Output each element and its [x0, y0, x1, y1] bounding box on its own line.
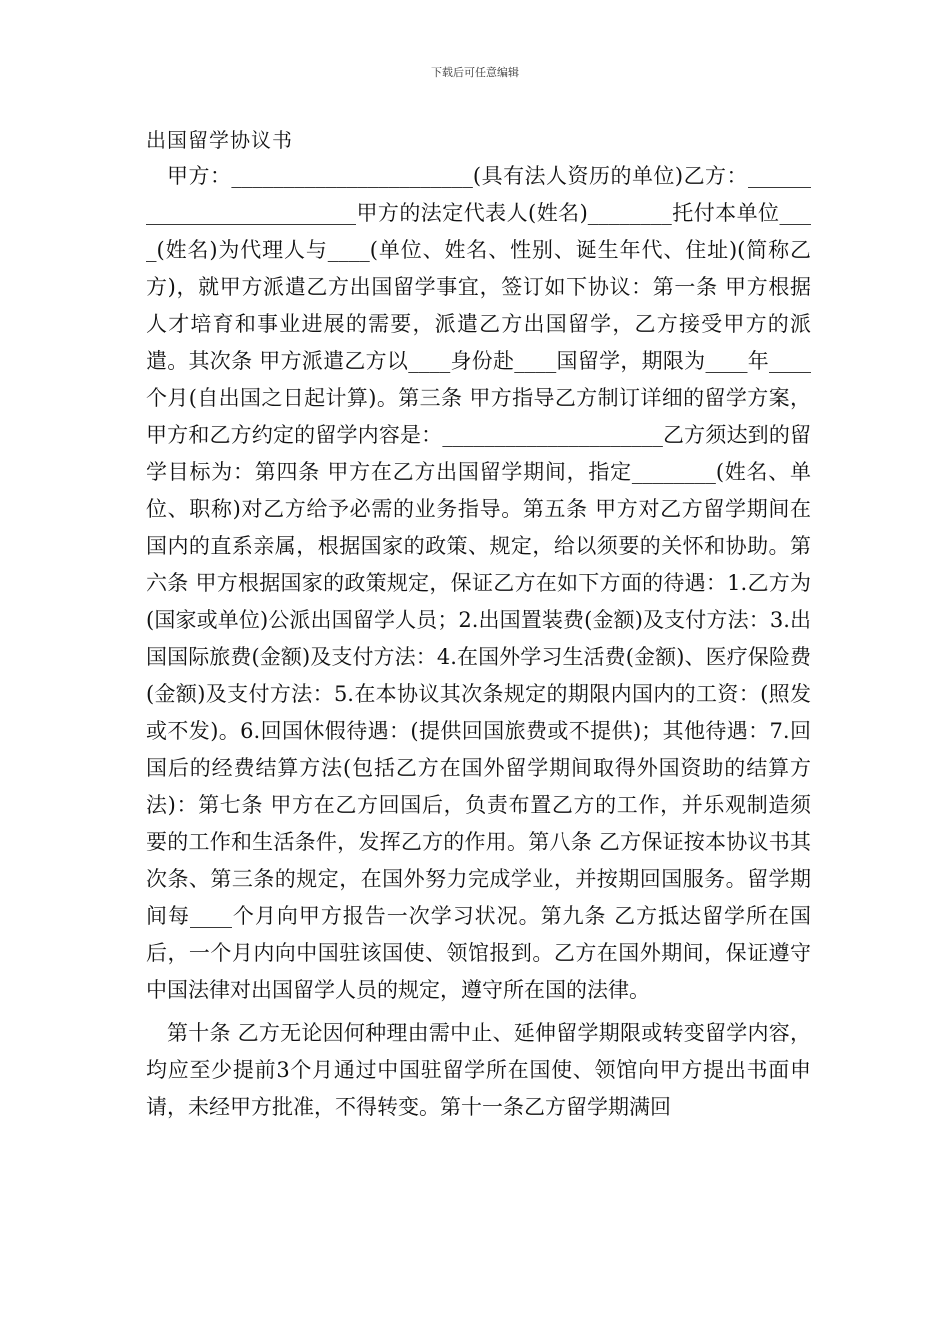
paragraph: 甲方：_______________________(具有法人资历的单位)乙方：__________________________甲方的法定代表人(姓名)________托付本单位____(姓名)为代理人与____(单位、姓名、性别、诞生年代、住址)(简称乙方)，就甲方派遣乙方出国留学事宜，签订如下协议：第一条 甲方根据人才培育和事业进展的需要，派遣乙方出国留学，乙方接受甲方的派遣。其次条 甲方派遣乙方以____身份赴____国留学，期限为____年____个月(自出国之日起计算)。第三条 甲方指导乙方制订详细的留学方案，甲方和乙方约定的留学内容是：_____________________乙方须达到的留学目标为：第四条 甲方在乙方出国留学期间，指定________(姓名、单位、职称)对乙方给予必需的业务指导。第五条 甲方对乙方留学期间在国内的直系亲属，根据国家的政策、规定，给以须要的关怀和协助。第六条 甲方根据国家的政策规定，保证乙方在如下方面的待遇：1.乙方为(国家或单位)公派出国留学人员；2.出国置装费(金额)及支付方法：3.出国国际旅费(金额)及支付方法：4.在国外学习生活费(金额)、医疗保险费(金额)及支付方法：5.在本协议其次条规定的期限内国内的工资：(照发或不发)。6.回国休假待遇：(提供回国旅费或不提供)；其他待遇：7.回国后的经费结算方法(包括乙方在国外留学期间取得外国资助的结算方法)：第七条 甲方在乙方回国后，负责布置乙方的工作，并乐观制造须要的工作和生活条件，发挥乙方的作用。第八条 乙方保证按本协议书其次条、第三条的规定，在国外努力完成学业，并按期回国服务。留学期间每____个月向甲方报告一次学习状况。第九条 乙方抵达留学所在国后，一个月内向中国驻该国使、领馆报到。乙方在国外期间，保证遵守中国法律对出国留学人员的规定，遵守所在国的法律。: [146, 164, 811, 1002]
paragraph: 第十条 乙方无论因何种理由需中止、延伸留学期限或转变留学内容，均应至少提前3个月通过中国驻留学所在国使、领馆向甲方提出书面申请，未经甲方批准，不得转变。第十一条乙方留学期满回: [146, 1021, 811, 1119]
page-header-note: 下载后可任意编辑: [431, 66, 519, 79]
document-body: [146, 123, 811, 1126]
document-title: 出国留学协议书: [146, 128, 293, 152]
